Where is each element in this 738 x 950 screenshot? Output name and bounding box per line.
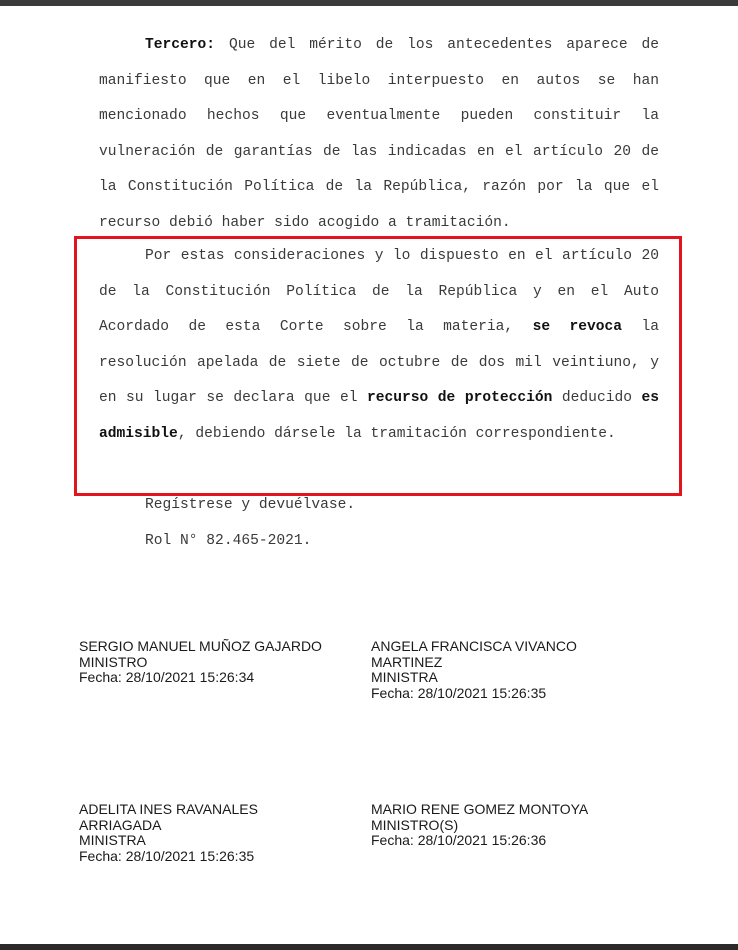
top-edge-bar <box>0 0 738 6</box>
resolution-paragraph <box>99 239 659 452</box>
document-body <box>99 28 659 241</box>
bold-se-revoca: se revoca <box>532 319 623 335</box>
bottom-edge-bar <box>0 944 738 950</box>
tercero-label: Tercero: <box>145 37 216 53</box>
signature-block <box>79 639 322 686</box>
signatory-name: SERGIO MANUEL MUÑOZ GAJARDO <box>79 638 322 654</box>
tercero-text: Que del mérito de los antecedentes aparece de manifiesto que en el libelo interpuesto en autos se han mencionado hechos que eventualmente pueden constituir la vulneración de garantías de las indicadas en el artículo 20 de la Constitución Política de la República, razón por la que el recurso debió haber sido acogido a tramitación. <box>99 37 659 231</box>
resolution-text-2: la resolución apelada de siete de octubre de dos mil veintiuno, y en su lugar se declara que el <box>99 319 659 406</box>
signature-block <box>371 639 577 701</box>
signatory-name: ADELITA INES RAVANALES <box>79 801 258 817</box>
signatory-name-cont: ARRIAGADA <box>79 816 162 833</box>
signatory-role: MINISTRO(S) <box>371 816 459 833</box>
resolution-text-1: Por estas consideraciones y lo dispuesto en el artículo 20 de la Constitución Política de la República y en el Auto Acordado de esta Corte sobre la materia, <box>99 248 659 335</box>
signatory-name-cont: MARTINEZ <box>371 653 443 670</box>
signatory-role: MINISTRA <box>79 832 146 848</box>
signatory-name: ANGELA FRANCISCA VIVANCO <box>371 638 577 654</box>
bold-recurso-de-proteccion: recurso de protección <box>366 390 553 406</box>
signature-date: Fecha: 28/10/2021 15:26:34 <box>79 669 255 685</box>
closing-block <box>145 488 445 559</box>
signature-date: Fecha: 28/10/2021 15:26:35 <box>79 847 255 864</box>
signature-block <box>79 802 258 864</box>
signatory-name: MARIO RENE GOMEZ MONTOYA <box>371 801 589 817</box>
resolution-paragraph-wrap <box>99 239 659 452</box>
signature-block <box>371 802 588 849</box>
signatory-role: MINISTRA <box>371 669 438 685</box>
paragraph-tercero <box>99 28 659 241</box>
signature-date: Fecha: 28/10/2021 15:26:36 <box>371 832 547 848</box>
closing-rol: Rol N° 82.465-2021. <box>145 532 312 549</box>
resolution-text-4: , debiendo dársele la tramitación correspondiente. <box>177 425 616 442</box>
closing-register: Regístrese y devuélvase. <box>145 497 356 513</box>
resolution-text-3: deducido <box>552 390 642 406</box>
signature-date: Fecha: 28/10/2021 15:26:35 <box>371 684 547 701</box>
signatory-role: MINISTRO <box>79 653 148 670</box>
bold-es-admisible: es admisible <box>99 390 659 442</box>
